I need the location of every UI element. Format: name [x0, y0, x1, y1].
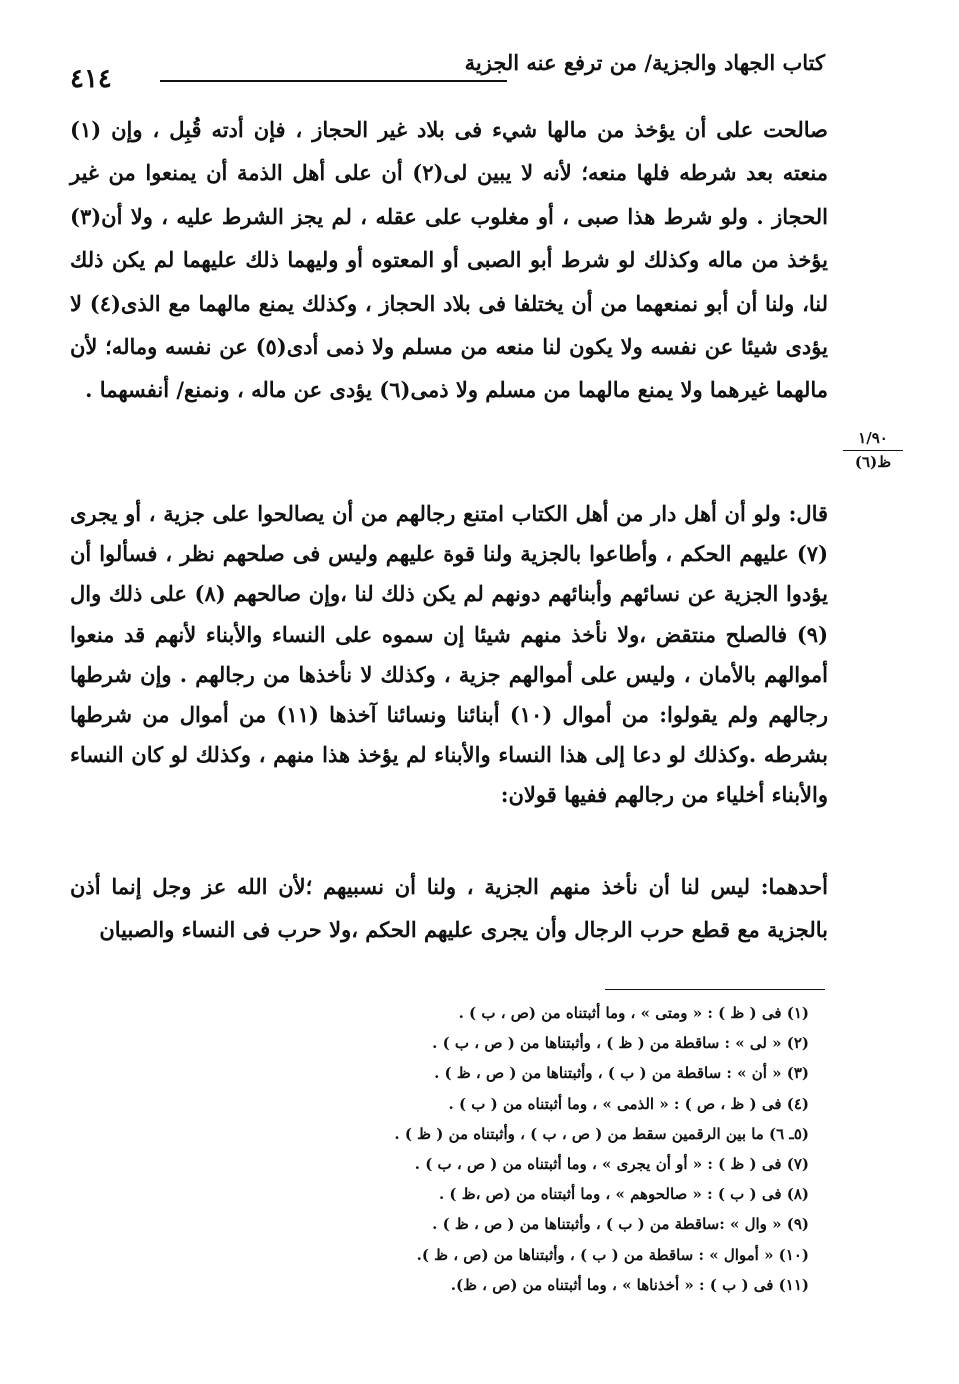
paragraph-3-text: ليس لنا أن نأخذ منهم الجزية ، ولنا أن نسبيهم ؛لأن الله عز وجل إنما أذن بالجزية مع قطع حرب الرجال وأن يجرى عليهم الحكم ،ولا حرب فى النساء والصبيان — [70, 874, 828, 942]
paragraph-3 — [70, 865, 828, 951]
footnote: (١) فى ( ظ ) : « ومتى » ، وما أثبتناه من (ص ، ب ) . — [458, 1004, 809, 1022]
page-header — [70, 46, 825, 96]
footnotes-list — [289, 998, 809, 1300]
footnote: (١١) فى ( ب ) : « أخذناها » ، وما أثبتناه من (ص ، ظ). — [450, 1275, 809, 1294]
footnote: (٢) « لى » : ساقطة من ( ظ ) ، وأثبتناها من ( ص ، ب ) . — [432, 1034, 809, 1053]
paragraph-1 — [70, 108, 828, 412]
page-number: ٤١٤ — [70, 64, 112, 94]
footnote: (٤) فى ( ظ ، ص ) : « الذمى » ، وما أثبتناه من ( ب ) . — [448, 1094, 809, 1113]
folio-divider — [843, 450, 903, 451]
folio-number: ١/٩٠ — [858, 429, 888, 447]
footnote: (٩) « وال » :ساقطة من ( ب ) ، وأثبتناها من ( ص ، ظ ) . — [432, 1215, 809, 1234]
paragraph-2-text: ولو أن أهل دار من أهل الكتاب امتنع رجالهم من أن يصالحوا على جزية ، أو يجرى (٧) عليهم الحكم ، وأطاعوا بالجزية ولنا قوة عليهم وليس فى صلحهم نظر ، فسألوا أن يؤدوا الجزية عن نسائهم وأبنائهم دونهم لم يكن ذلك لنا ،وإن صالحهم (٨) على ذلك وال (٩) فالصلح منتقض ،ولا نأخذ منهم شيئا إن سموه على النساء والأبناء لأنهم قد منعوا أموالهم بالأمان ، وليس على أموالهم جزية ، وكذلك لا نأخذها من رجالهم . وإن شرطها رجالهم ولم يقولوا: من أموال (١٠) أبنائنا ونسائنا آخذها (١١) من أموال من شرطها بشرطه .وكذلك لو دعا إلى هذا النساء والأبناء لم يؤخذ هذا منهم ، وكذلك لو كان النساء والأبناء أخلياء من رجالهم ففيها قولان: — [70, 501, 828, 808]
footnote: (٥ـ ٦) ما بين الرقمين سقط من ( ص ، ب ) ، وأثبتناه من ( ظ ) . — [394, 1124, 809, 1143]
footnote: (٣) « أن » : ساقطة من ( ب ) ، وأثبتناها من ( ص ، ظ ) . — [434, 1064, 809, 1083]
header-rule — [160, 80, 507, 82]
footnote-rule — [605, 989, 825, 990]
paragraph-2 — [70, 494, 828, 816]
footnote: (٧) فى ( ظ ) : « أو أن يجرى » ، وما أثبتناه من ( ص ، ب ) . — [414, 1155, 809, 1174]
paragraph-3-lead: أحدهما: — [760, 874, 828, 899]
paragraph-1-text: صالحت على أن يؤخذ من مالها شيء فى بلاد غير الحجاز ، فإن أدته قُبِل ، وإن (١) منعته بعد شرطه فلها منعه؛ لأنه لا يبين لى(٢) أن على أهل الذمة أن يمنعوا من غير الحجاز . ولو شرط هذا صبى ، أو مغلوب على عقله ، لم يجز الشرط عليه ، ولا أن(٣) يؤخذ من ماله وكذلك لو شرط أبو الصبى أو المعتوه أو وليهما ذلك عليهما لم يكن ذلك لنا، ولنا أن أبو نمنعهما من أن يختلفا فى بلاد الحجاز ، وكذلك يمنع مالهما مع الذى(٤) لا يؤدى شيئا عن نفسه ولا يكون لنا منعه من مسلم ولا ذمى أدى(٥) عن نفسه وماله؛ لأن مالهما غيرهما ولا يمنع مالهما من مسلم ولا ذمى(٦) يؤدى عن ماله ، ونمنع/ أنفسهما . — [70, 117, 829, 403]
footnote: (٨) فى ( ب ) : « صالحوهم » ، وما أثبتناه من (ص ،ظ ) . — [438, 1185, 809, 1204]
paragraph-2-lead: قال: — [788, 501, 829, 526]
footnote: (١٠) « أموال » : ساقطة من ( ب ) ، وأثبتناها من (ص ، ظ ). — [416, 1245, 809, 1264]
manuscript-folio-note — [843, 428, 903, 471]
running-title: كتاب الجهاد والجزية/ من ترفع عنه الجزية — [464, 50, 825, 75]
folio-source: ظ(٦) — [854, 453, 892, 471]
